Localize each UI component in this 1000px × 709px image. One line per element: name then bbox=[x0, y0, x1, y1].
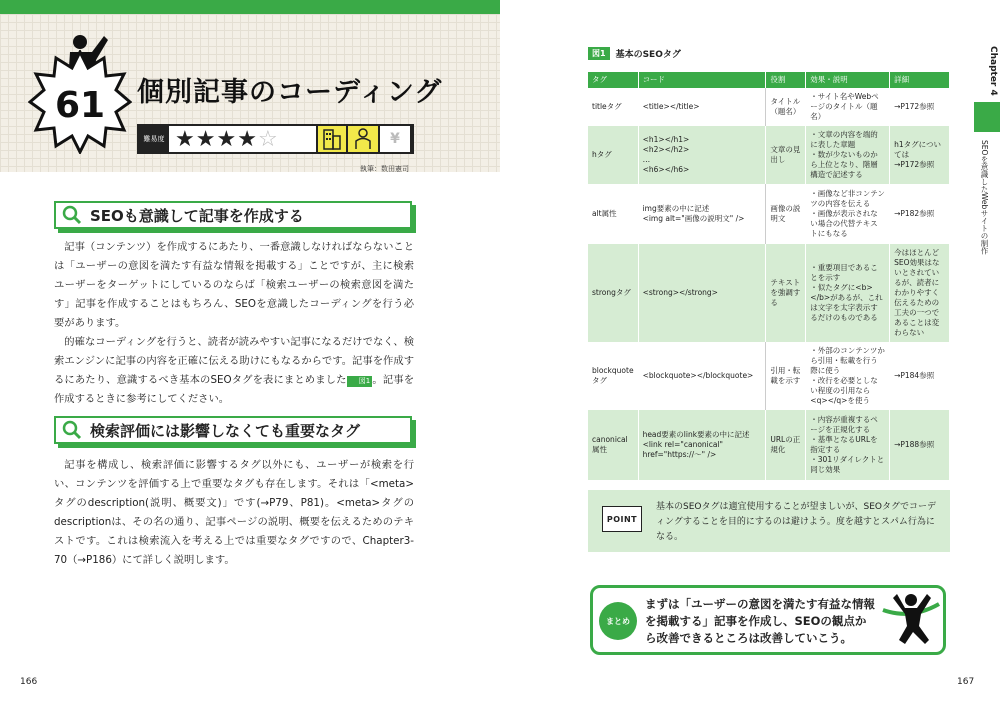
seo-tags-table bbox=[588, 72, 950, 480]
table-cell: <title></title> bbox=[638, 88, 766, 126]
table-cell: strongタグ bbox=[588, 244, 638, 342]
point-text: 基本のSEOタグは適宜使用することが望ましいが、SEOタグでコーディングすることを目的にするのは避けよう。度を越すとスパム行為になる。 bbox=[656, 502, 936, 542]
chapter-title: SEOを意識したWebサイトの制作 bbox=[980, 140, 989, 255]
point-box bbox=[588, 490, 950, 552]
paragraph: 記事（コンテンツ）を作成するにあたり、一番意識しなければならないことは「ユーザーの意図を満たす有益な情報を掲載する」ことですが、主に検索ユーザーをターゲットにしているのならば「検索ユーザーの検索意図を満たす」記事を作成することはもちろん、SEOを意識したコーディングを行う必要があります。 bbox=[54, 241, 414, 329]
top-accent-bar bbox=[0, 0, 500, 14]
magnifier-icon bbox=[62, 205, 82, 225]
section-2-heading-box bbox=[54, 416, 412, 444]
figure-caption bbox=[588, 47, 681, 60]
table-cell: head要素のlink要素の中に記述 <link rel="canonical" href="https://～" /> bbox=[638, 410, 766, 480]
star-icon: ★ bbox=[216, 126, 238, 152]
table-header-row bbox=[588, 72, 950, 88]
table-cell: テキストを強調する bbox=[766, 244, 806, 342]
page-number-right: 167 bbox=[957, 677, 975, 687]
table-cell: タイトル（題名） bbox=[766, 88, 806, 126]
table-header: 効果・説明 bbox=[806, 72, 890, 88]
paragraph: 記事を構成し、検索評価に影響するタグ以外にも、ユーザーが検索を行い、コンテンツを評価する上で重要なタグも存在します。それは「<meta>タグのdescription(説明、概要文)」です(→P79、P81)。<meta>タグのdescriptionは、その名の通り、記事ページの説明、概要を伝えるためのテキストです。これは検索流入を考える上では重要なタグですので、Chapter3-70（→P186）にて詳しく説明します。 bbox=[54, 459, 414, 566]
table-cell: <h1></h1> <h2></h2> … <h6></h6> bbox=[638, 126, 766, 184]
building-icon bbox=[316, 124, 348, 154]
table-row bbox=[588, 342, 950, 410]
table-header: タグ bbox=[588, 72, 638, 88]
figure-tag: 図1 bbox=[588, 47, 610, 60]
table-row bbox=[588, 184, 950, 244]
section-1-title: SEOも意識して記事を作成する bbox=[90, 206, 304, 225]
right-page bbox=[500, 0, 1000, 709]
table-cell: 引用・転載を示す bbox=[766, 342, 806, 410]
table-cell: 画像の説明文 bbox=[766, 184, 806, 244]
table-row bbox=[588, 88, 950, 126]
table-header: 役割 bbox=[766, 72, 806, 88]
section-1-body bbox=[54, 238, 414, 409]
table-header: 詳細 bbox=[890, 72, 950, 88]
page-number-left: 166 bbox=[20, 677, 38, 687]
table-cell: ・重要項目であることを示す ・似たタグに<b></b>があるが、これは文字を太字表示するだけのものである bbox=[806, 244, 890, 342]
table-cell: hタグ bbox=[588, 126, 638, 184]
star-empty-icon: ☆ bbox=[257, 126, 279, 152]
table-cell: 今はほとんどSEO効果はないとされているが、読者にわかりやすく伝えるための工夫の一つであることは変わらない bbox=[890, 244, 950, 342]
table-cell: ・内容が重複するページを正規化する ・基準となるURLを指定する ・301リダイレクトと同じ効果 bbox=[806, 410, 890, 480]
summary-label: まとめ bbox=[599, 602, 637, 640]
paragraph: 的確なコーディングを行うと、読者が読みやすい記事になるだけでなく、検索エンジンに記事の内容を正確に伝える助けにもなるからです。記事を作成するにあたり、意識するべき基本のSEOタグを表にまとめました 図1 。記事を作成するときに参考にしてください。 bbox=[54, 336, 414, 405]
table-cell: h1タグについては →P172参照 bbox=[890, 126, 950, 184]
article-title: 個別記事のコーディング bbox=[137, 77, 443, 108]
summary-box bbox=[590, 585, 946, 655]
table-cell: →P184参照 bbox=[890, 342, 950, 410]
star-icon: ★ bbox=[175, 126, 196, 152]
category-icons bbox=[316, 124, 412, 154]
chapter-label: Chapter 4 bbox=[988, 46, 998, 96]
figure-reference: 図1 bbox=[347, 376, 373, 387]
article-header bbox=[0, 14, 500, 172]
table-cell: →P172参照 bbox=[890, 88, 950, 126]
figure-title: 基本のSEOタグ bbox=[615, 50, 681, 60]
table-cell: →P188参照 bbox=[890, 410, 950, 480]
table-cell: ・文章の内容を端的に表した章題 ・数が少ないものから上位となり、階層構造で記述する bbox=[806, 126, 890, 184]
table-cell: canonical属性 bbox=[588, 410, 638, 480]
magnifier-icon bbox=[62, 420, 82, 440]
section-1-heading-box bbox=[54, 201, 412, 229]
table-cell: ・外部のコンテンツから引用・転載を行う際に使う ・改行を必要としない程度の引用なら<q></q>を使う bbox=[806, 342, 890, 410]
table-cell: blockquoteタグ bbox=[588, 342, 638, 410]
point-label: POINT bbox=[602, 506, 642, 532]
author-credit: 執筆：数田憲司 bbox=[360, 165, 409, 173]
summary-text: まずは「ユーザーの意図を満たす有益な情報を掲載する」記事を作成し、SEOの観点から改善できるところは改善していこう。 bbox=[645, 597, 875, 645]
table-cell: URLの正規化 bbox=[766, 410, 806, 480]
person-icon bbox=[348, 124, 380, 154]
table-cell: ・サイト名やWebページのタイトル（題名） bbox=[806, 88, 890, 126]
chapter-side-tab bbox=[974, 102, 1000, 132]
runner-finish-icon bbox=[879, 590, 943, 652]
table-cell: ・画像など非コンテンツの内容を伝える ・画像が表示されない場合の代替テキストにもなる bbox=[806, 184, 890, 244]
star-icon: ★ bbox=[195, 126, 217, 152]
difficulty-label: 難易度 bbox=[139, 126, 169, 152]
difficulty-stars bbox=[169, 126, 279, 152]
table-cell: <strong></strong> bbox=[638, 244, 766, 342]
table-cell: alt属性 bbox=[588, 184, 638, 244]
table-row bbox=[588, 410, 950, 480]
table-cell: img要素の中に記述 <img alt="画像の説明文" /> bbox=[638, 184, 766, 244]
table-row bbox=[588, 244, 950, 342]
star-icon: ★ bbox=[237, 126, 258, 152]
table-header: コード bbox=[638, 72, 766, 88]
section-2-body bbox=[54, 456, 414, 570]
table-cell: titleタグ bbox=[588, 88, 638, 126]
table-cell: →P182参照 bbox=[890, 184, 950, 244]
yen-icon: ¥ bbox=[380, 124, 412, 154]
article-number: 61 bbox=[54, 85, 106, 126]
section-2-title: 検索評価には影響しなくても重要なタグ bbox=[90, 421, 361, 440]
table-cell: <blockquote></blockquote> bbox=[638, 342, 766, 410]
table-cell: 文章の見出し bbox=[766, 126, 806, 184]
table-row bbox=[588, 126, 950, 184]
